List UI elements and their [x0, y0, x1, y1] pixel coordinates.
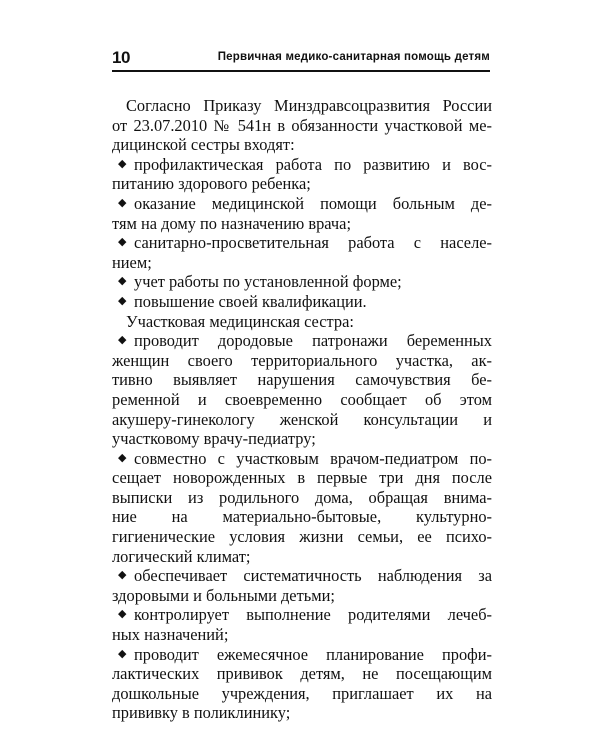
bullet-item: [112, 605, 492, 644]
body-text: [112, 96, 492, 723]
bullet-line: [112, 645, 492, 665]
text-line: ных назначений;: [112, 625, 229, 645]
text-line: ременной и своевременно сообщает об этом: [112, 389, 492, 409]
bullet-text: совместно с участковым врачом-педиатром по-: [134, 448, 492, 468]
bullet-diamond-icon: ◆: [118, 294, 127, 307]
text-line: от 23.07.2010 № 541н в обязанности участковой ме-: [112, 115, 492, 135]
bullet-item: [112, 292, 492, 312]
bullet-diamond-icon: ◆: [118, 334, 127, 347]
bullet-diamond-icon: ◆: [118, 196, 127, 209]
bullet-text: санитарно-просветительная работа с населе-: [134, 233, 492, 253]
text-line: гигиенические условия жизни семьи, ее психо-: [112, 527, 492, 547]
bullet-item: [112, 272, 492, 292]
bullet-text: контролирует выполнение родителями лечеб-: [134, 605, 492, 625]
text-line: прививку в поликлинику;: [112, 703, 291, 723]
intro-paragraph: [112, 96, 492, 155]
text-line: здоровыми и больными детьми;: [112, 585, 335, 605]
text-line: ние на материально-бытовые, культурно-: [112, 507, 492, 527]
bullet-line: [112, 331, 492, 351]
page-number: 10: [112, 48, 130, 67]
text-line: сещает новорожденных в первые три дня после: [112, 468, 492, 488]
text-line: Согласно Приказу Минздравсоцразвития России: [126, 96, 492, 115]
text-line: женщин своего территориального участка, ак-: [112, 350, 492, 370]
bullet-diamond-icon: ◆: [118, 451, 127, 464]
nurse-heading: Участковая медицинская сестра:: [126, 311, 354, 331]
text-line: выписки из родильного дома, обращая внима-: [112, 487, 492, 507]
bullet-line: [112, 566, 492, 586]
bullet-text: обеспечивает систематичность наблюдения за: [134, 566, 492, 586]
bullet-diamond-icon: ◆: [118, 157, 127, 170]
bullet-diamond-icon: ◆: [118, 236, 127, 249]
text-line: дицинской сестры входят:: [112, 135, 295, 155]
bullet-item: [112, 331, 492, 449]
text-line: дошкольные учреждения, приглашает их на: [112, 683, 492, 703]
text-line: тям на дому по назначению врача;: [112, 213, 351, 233]
text-line: участковому врачу-педиатру;: [112, 429, 316, 449]
bullet-text: оказание медицинской помощи больным де-: [134, 193, 492, 213]
bullet-diamond-icon: ◆: [118, 569, 127, 582]
bullet-text: профилактическая работа по развитию и вос-: [134, 154, 492, 174]
bullet-line: [112, 155, 492, 175]
page-header: [112, 46, 490, 72]
bullet-item: [112, 155, 492, 194]
bullet-diamond-icon: ◆: [118, 647, 127, 660]
bullet-item: [112, 449, 492, 567]
bullet-diamond-icon: ◆: [118, 275, 127, 288]
text-line: логический климат;: [112, 546, 251, 566]
bullet-item: [112, 233, 492, 272]
bullet-line: [112, 194, 492, 214]
duties-bullet-list: [112, 155, 492, 312]
bullet-item: [112, 645, 492, 723]
nurse-duties-bullet-list: [112, 331, 492, 723]
bullet-line: [112, 449, 492, 469]
bullet-text: учет работы по установленной форме;: [134, 272, 402, 292]
bullet-item: [112, 566, 492, 605]
bullet-line: [112, 272, 492, 292]
bullet-diamond-icon: ◆: [118, 608, 127, 621]
text-line: питанию здорового ребенка;: [112, 174, 311, 194]
bullet-text: проводит ежемесячное планирование профи-: [134, 644, 492, 664]
bullet-text: повышение своей квалификации.: [134, 291, 367, 311]
bullet-item: [112, 194, 492, 233]
text-line: лактических прививок детям, не посещающим: [112, 664, 492, 684]
bullet-line: [112, 233, 492, 253]
running-title: Первичная медико-санитарная помощь детям: [217, 51, 490, 63]
bullet-text: проводит дородовые патронажи беременных: [134, 331, 492, 351]
text-line: нием;: [112, 252, 152, 272]
bullet-line: [112, 605, 492, 625]
text-line: акушеру-гинекологу женской консультации и: [112, 409, 492, 429]
text-line: тивно выявляет нарушения самочувствия бе-: [112, 370, 492, 390]
bullet-line: [112, 292, 492, 312]
